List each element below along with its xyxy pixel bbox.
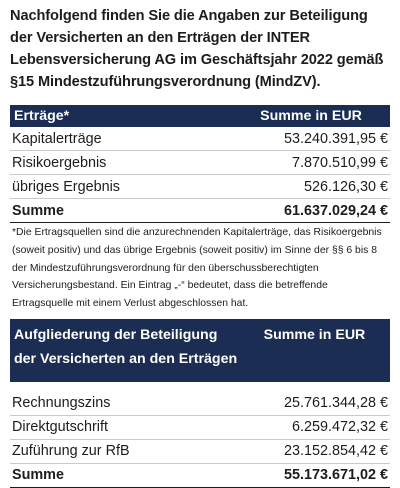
row-label: Zuführung zur RfB [12, 443, 130, 460]
table-row [10, 127, 390, 151]
row-value: 53.240.391,95 € [283, 130, 388, 147]
row-value: 7.870.510,99 € [291, 154, 388, 171]
footnote: *Die Ertragsquellen sind die anzurechnenden Kapitalerträge, das Risikoergebnis (soweit positiv) und das übrige Ergebnis (soweit positiv) im Sinne der §§ 6 bis 8 der Mindestzuführungsverordnung für den überschussberechtigten Versicherungsbestand. Ein Eintrag „-“ bedeutet, dass die betreffende Ertragsquelle mit einem Verlust abgeschlossen hat. [12, 227, 382, 310]
table1-header-label: Erträge* [14, 108, 70, 124]
total-label: Summe [12, 467, 64, 484]
table-row [10, 175, 390, 199]
row-label: Rechnungszins [12, 395, 111, 412]
spacer [10, 382, 390, 392]
row-value: 6.259.472,32 € [291, 419, 388, 436]
row-label: übriges Ergebnis [12, 178, 120, 195]
row-label: Direktgutschrift [12, 419, 108, 436]
table1-total-row [10, 199, 390, 223]
table-row [10, 440, 390, 464]
table-row [10, 416, 390, 440]
table-row [10, 392, 390, 416]
table2-header-label: Aufgliederung der Beteiligung der Versicherten an den Erträgen [14, 326, 238, 367]
row-value: 23.152.854,42 € [283, 443, 388, 460]
table2-header [10, 319, 390, 382]
table1-header [10, 105, 390, 127]
intro-text: Nachfolgend finden Sie die Angaben zur Beteiligung der Versicherten an den Erträgen der INTER Lebensversicherung AG im Geschäftsjahr 2022 gemäß §15 Mindestzuführungsverordnung (MindZV). [10, 8, 384, 90]
total-value: 61.637.029,24 € [283, 202, 388, 219]
total-value: 55.173.671,02 € [283, 467, 388, 484]
row-label: Risikoergebnis [12, 154, 107, 171]
row-value: 526.126,30 € [303, 178, 388, 195]
total-label: Summe [12, 202, 64, 219]
row-value: 25.761.344,28 € [283, 395, 388, 412]
table1-header-sum: Summe in EUR [260, 108, 362, 124]
table-row [10, 151, 390, 175]
table2-total-row [10, 464, 390, 488]
row-label: Kapitalerträge [12, 130, 102, 147]
table2-header-sum: Summe in EUR [263, 326, 366, 343]
